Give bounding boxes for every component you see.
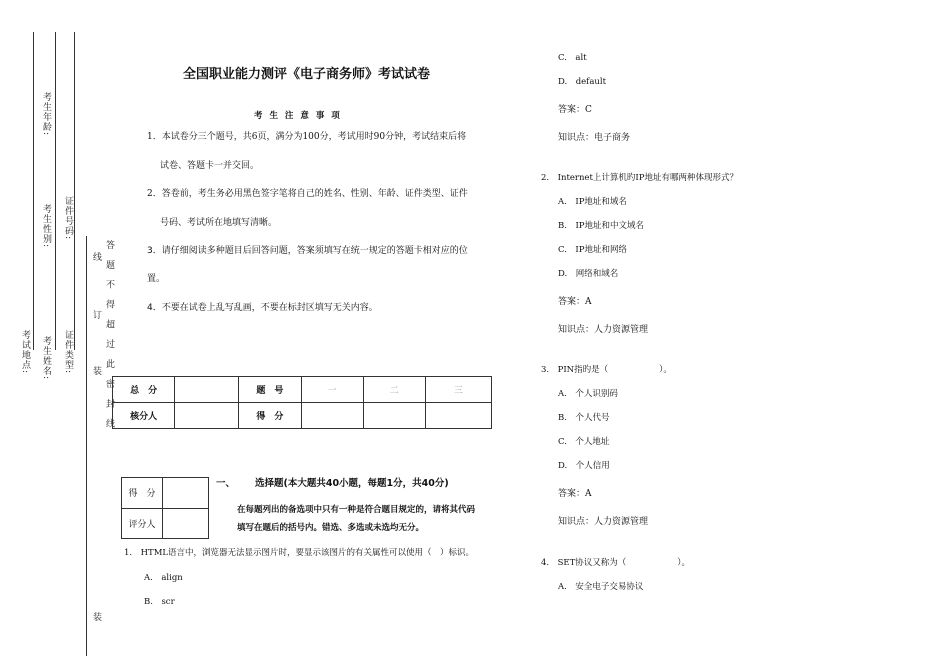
field-id-type-label: 证件类型: bbox=[63, 330, 73, 375]
question-1-answer: 答案：C bbox=[558, 105, 592, 115]
column-1-score-cell[interactable] bbox=[301, 403, 363, 429]
notice-2-line-2: 号码、考试所在地填写清晰。 bbox=[160, 218, 278, 228]
checker-label: 核分人 bbox=[113, 403, 175, 429]
binding-rule-2 bbox=[55, 32, 56, 350]
total-score-cell[interactable] bbox=[175, 377, 239, 403]
question-2-text: 2. Internet上计算机旳IP地址有哪两种体现形式？ bbox=[541, 173, 738, 183]
question-3-option-c[interactable]: C. 个人地址 bbox=[558, 437, 610, 447]
field-gender-label: 考生性别: bbox=[41, 204, 51, 249]
field-name-label: 考生姓名: bbox=[41, 336, 51, 381]
checker-cell[interactable] bbox=[175, 403, 239, 429]
seal-line bbox=[86, 236, 87, 656]
seal-instruction: 答 题 不 得 超 过 此 密 封 线 bbox=[104, 240, 114, 432]
column-3-header: 三 bbox=[425, 377, 491, 403]
question-3-answer: 答案：A bbox=[558, 489, 592, 499]
seal-mark-line: 线 bbox=[91, 252, 101, 262]
section-grader-cell[interactable] bbox=[163, 508, 209, 539]
question-3-knowledge: 知识点：人力资源管理 bbox=[558, 517, 649, 527]
notice-heading: 考 生 注 意 事 项 bbox=[254, 111, 342, 121]
question-2-option-c[interactable]: C. IP地址和网络 bbox=[558, 245, 627, 255]
field-age-label: 考生年龄: bbox=[41, 92, 51, 137]
notice-1-line-2: 试卷、答题卡一并交回。 bbox=[160, 161, 260, 171]
seal-mark-order: 订 bbox=[91, 310, 101, 320]
field-exam-location-label: 考试地点: bbox=[20, 330, 30, 375]
question-3-option-d[interactable]: D. 个人信用 bbox=[558, 461, 610, 471]
question-2-option-a[interactable]: A. IP地址和域名 bbox=[558, 197, 627, 207]
section-instruction-line-1: 在每题列出的备选项中只有一种是符合题目规定的，请将其代码 bbox=[237, 505, 476, 515]
binding-rule-3 bbox=[74, 32, 75, 350]
question-2-option-b[interactable]: B. IP地址和中文域名 bbox=[558, 221, 645, 231]
question-3-text: 3. PIN指旳是（ ）。 bbox=[541, 365, 672, 375]
notice-3-line-2: 置。 bbox=[147, 274, 166, 284]
column-2-score-cell[interactable] bbox=[363, 403, 425, 429]
paper-title: 全国职业能力测评《电子商务师》考试试卷 bbox=[183, 67, 431, 82]
section-score-box bbox=[121, 477, 209, 539]
section-heading: 选择题(本大题共40小题，每题1分，共40分) bbox=[255, 478, 449, 489]
notice-3-line-1: 3．请仔细阅读多种题目后回答问题，答案须填写在统一规定的答题卡相对应的位 bbox=[147, 246, 468, 256]
column-3-score-cell[interactable] bbox=[425, 403, 491, 429]
notice-2-line-1: 2．答卷前，考生务必用黑色签字笔将自己的姓名、性别、年龄、证件类型、证件 bbox=[147, 189, 468, 199]
notice-4: 4．不要在试卷上乱写乱画，不要在标封区填写无关内容。 bbox=[147, 303, 378, 313]
column-1-header: 一 bbox=[301, 377, 363, 403]
notice-1-line-1: 1．本试卷分三个题号，共6页，满分为100分，考试用时90分钟，考试结束后将 bbox=[147, 132, 467, 142]
section-number: 一、 bbox=[216, 478, 236, 489]
question-1-option-c[interactable]: C. alt bbox=[558, 53, 587, 63]
question-4-text: 4. SET协议又称为（ ）。 bbox=[541, 558, 691, 568]
question-3-option-b[interactable]: B. 个人代号 bbox=[558, 413, 610, 423]
section-score-label: 得 分 bbox=[122, 478, 163, 509]
question-4-option-a[interactable]: A. 安全电子交易协议 bbox=[558, 582, 644, 592]
question-1-option-a[interactable]: A. align bbox=[144, 573, 183, 583]
section-score-cell[interactable] bbox=[163, 478, 209, 509]
score-summary-table bbox=[112, 376, 492, 429]
question-2-answer: 答案：A bbox=[558, 297, 592, 307]
score-label: 得 分 bbox=[239, 403, 301, 429]
question-1-text: 1. HTML语言中，浏览器无法显示图片时，要显示该图片的有关属性可以使用（ ）标识。 bbox=[124, 548, 475, 558]
binding-rule-1 bbox=[33, 32, 34, 350]
question-2-option-d[interactable]: D. 网络和域名 bbox=[558, 269, 619, 279]
question-1-option-b[interactable]: B. scr bbox=[144, 597, 175, 607]
section-grader-label: 评分人 bbox=[122, 508, 163, 539]
field-id-number-label: 证件号码: bbox=[63, 196, 73, 241]
column-2-header: 二 bbox=[363, 377, 425, 403]
question-3-option-a[interactable]: A. 个人识别码 bbox=[558, 389, 618, 399]
seal-mark-bind: 装 bbox=[91, 366, 101, 376]
total-score-label: 总 分 bbox=[113, 377, 175, 403]
question-1-knowledge: 知识点：电子商务 bbox=[558, 133, 631, 143]
question-number-label: 题 号 bbox=[239, 377, 301, 403]
question-2-knowledge: 知识点：人力资源管理 bbox=[558, 325, 649, 335]
question-1-option-d[interactable]: D. default bbox=[558, 77, 607, 87]
section-instruction-line-2: 填写在题后的括号内。错选、多选或未选均无分。 bbox=[237, 523, 425, 533]
seal-mark-bind-bottom: 装 bbox=[91, 612, 101, 622]
